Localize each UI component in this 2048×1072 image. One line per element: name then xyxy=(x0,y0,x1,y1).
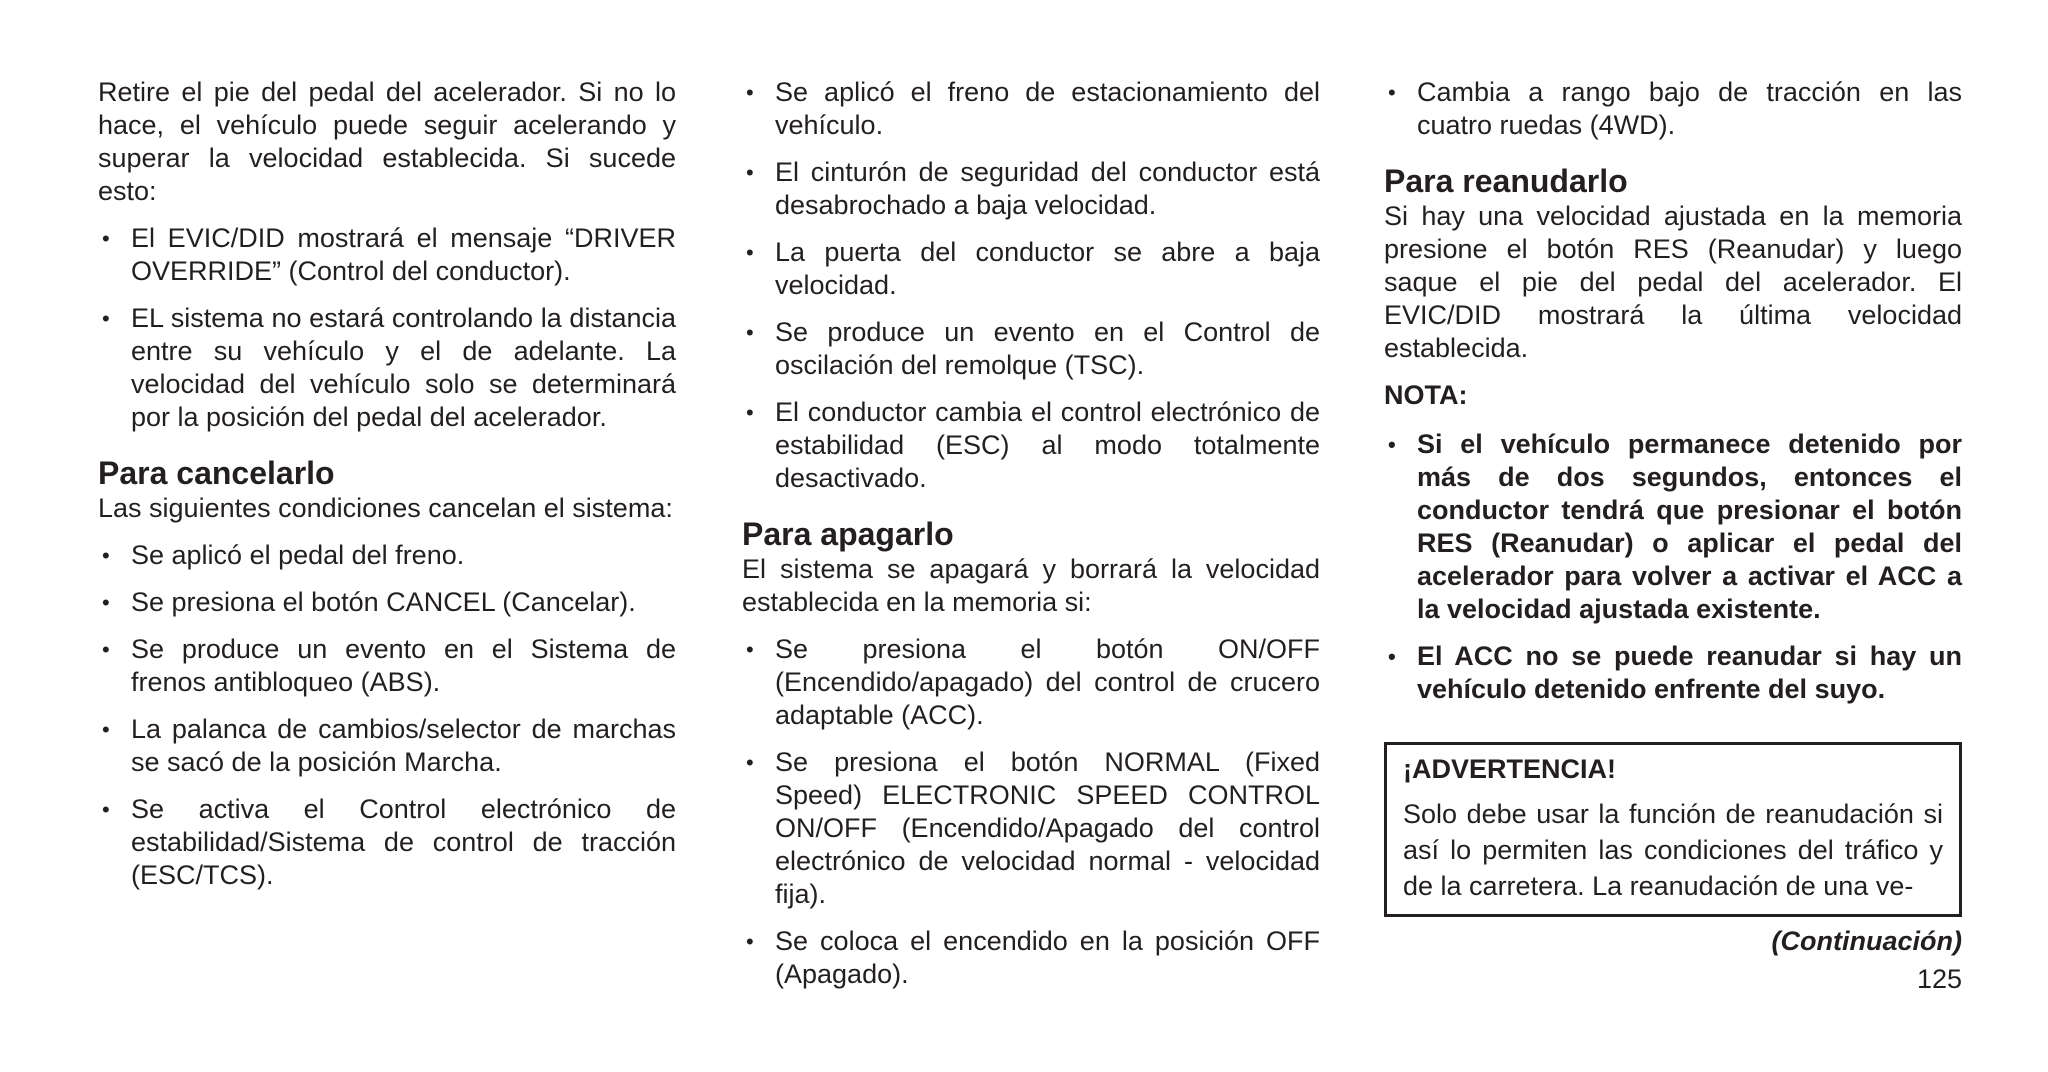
cancel-intro-paragraph: Las siguientes condiciones cancelan el sistema: xyxy=(98,493,673,523)
bullet-icon: • xyxy=(102,590,110,615)
list-item xyxy=(1384,76,1962,142)
bullet-icon: • xyxy=(1388,432,1396,457)
list-item-text: Se coloca el encendido en la posición OFF (Apagado). xyxy=(775,926,1320,989)
list-item-text: Se aplicó el pedal del freno. xyxy=(131,540,465,570)
section-heading-cancel: Para cancelarlo xyxy=(98,455,335,491)
bullet-icon: • xyxy=(746,160,754,185)
list-item xyxy=(742,156,1320,222)
resume-paragraph: Si hay una velocidad ajustada en la memoria presione el botón RES (Reanudar) y luego saque el pie del pedal del acelerador. El EVIC/DID mostrará la última velocidad establecida. xyxy=(1384,201,1962,363)
list-item-text: El EVIC/DID mostrará el mensaje “DRIVER OVERRIDE” (Control del conductor). xyxy=(131,223,676,286)
list-item xyxy=(742,316,1320,382)
list-item-text: La puerta del conductor se abre a baja velocidad. xyxy=(775,237,1320,300)
cancel-bullet-list xyxy=(98,539,676,892)
column-left xyxy=(98,76,676,906)
list-item xyxy=(98,633,676,699)
list-item xyxy=(98,586,676,619)
list-item xyxy=(98,302,676,434)
list-item-text: El conductor cambia el control electrónico de estabilidad (ESC) al modo totalmente desactivado. xyxy=(775,397,1320,493)
warning-box xyxy=(1384,742,1962,917)
list-item-text: EL sistema no estará controlando la distancia entre su vehículo y el de adelante. La velocidad del vehículo solo se determinará por la posición del pedal del acelerador. xyxy=(131,303,676,432)
list-item xyxy=(742,746,1320,911)
bullet-icon: • xyxy=(746,637,754,662)
warning-title: ¡ADVERTENCIA! xyxy=(1403,754,1616,784)
bullet-icon: • xyxy=(746,80,754,105)
note-label: NOTA: xyxy=(1384,380,1468,410)
bullet-icon: • xyxy=(1388,80,1396,105)
section-heading-off: Para apagarlo xyxy=(742,516,954,552)
bullet-icon: • xyxy=(746,320,754,345)
list-item-text: Se aplicó el freno de estacionamiento del vehículo. xyxy=(775,77,1320,140)
list-item-text: Se presiona el botón ON/OFF (Encendido/apagado) del control de crucero adaptable (ACC). xyxy=(775,634,1320,730)
list-item xyxy=(742,236,1320,302)
list-item-text: El cinturón de seguridad del conductor está desabrochado a baja velocidad. xyxy=(775,157,1320,220)
column-right xyxy=(1384,76,1962,958)
bullet-icon: • xyxy=(746,750,754,775)
list-item-text: Cambia a rango bajo de tracción en las cuatro ruedas (4WD). xyxy=(1417,77,1962,140)
section-heading-resume: Para reanudarlo xyxy=(1384,163,1628,199)
bullet-icon: • xyxy=(102,637,110,662)
list-item xyxy=(98,713,676,779)
intro-paragraph: Retire el pie del pedal del acelerador. Si no lo hace, el vehículo puede seguir acelerando y superar la velocidad establecida. Si sucede esto: xyxy=(98,77,676,206)
list-item xyxy=(742,76,1320,142)
bullet-icon: • xyxy=(746,240,754,265)
list-item xyxy=(742,633,1320,732)
bullet-icon: • xyxy=(746,929,754,954)
list-item-text: Se presiona el botón NORMAL (Fixed Speed) ELECTRONIC SPEED CONTROL ON/OFF (Encendido/Apagado del control electrónico de velocidad normal - velocidad fija). xyxy=(775,747,1320,909)
continuation-label: (Continuación) xyxy=(1771,926,1962,956)
list-item-text: Se activa el Control electrónico de estabilidad/Sistema de control de tracción (ESC/TCS). xyxy=(131,794,676,890)
list-item xyxy=(1384,640,1962,706)
override-bullet-list xyxy=(98,222,676,434)
list-item-text: Si el vehículo permanece detenido por más de dos segundos, entonces el conductor tendrá que presionar el botón RES (Reanudar) o aplicar el pedal del acelerador para volver a activar el ACC a la velocidad ajustada existente. xyxy=(1417,429,1962,624)
cancel-bullet-list-continued xyxy=(742,76,1320,495)
warning-text: Solo debe usar la función de reanudación si así lo permiten las condiciones del tráfico y de la carretera. La reanudación de una ve- xyxy=(1403,799,1943,901)
list-item-text: El ACC no se puede reanudar si hay un vehículo detenido enfrente del suyo. xyxy=(1417,641,1962,704)
off-bullet-list xyxy=(742,633,1320,991)
bullet-icon: • xyxy=(102,226,110,251)
list-item-text: Se presiona el botón CANCEL (Cancelar). xyxy=(131,587,636,617)
page-number: 125 xyxy=(1916,964,1962,994)
list-item xyxy=(742,396,1320,495)
bullet-icon: • xyxy=(102,306,110,331)
off-intro-paragraph: El sistema se apagará y borrará la velocidad establecida en la memoria si: xyxy=(742,554,1320,617)
list-item-text: La palanca de cambios/selector de marchas se sacó de la posición Marcha. xyxy=(131,714,676,777)
list-item xyxy=(98,539,676,572)
note-bullet-list xyxy=(1384,428,1962,706)
list-item xyxy=(1384,428,1962,626)
bullet-icon: • xyxy=(102,543,110,568)
off-bullet-list-continued xyxy=(1384,76,1962,142)
list-item xyxy=(98,222,676,288)
list-item-text: Se produce un evento en el Sistema de frenos antibloqueo (ABS). xyxy=(131,634,676,697)
bullet-icon: • xyxy=(1388,644,1396,669)
column-middle xyxy=(742,76,1320,1005)
bullet-icon: • xyxy=(746,400,754,425)
list-item xyxy=(98,793,676,892)
list-item-text: Se produce un evento en el Control de oscilación del remolque (TSC). xyxy=(775,317,1320,380)
bullet-icon: • xyxy=(102,797,110,822)
bullet-icon: • xyxy=(102,717,110,742)
list-item xyxy=(742,925,1320,991)
